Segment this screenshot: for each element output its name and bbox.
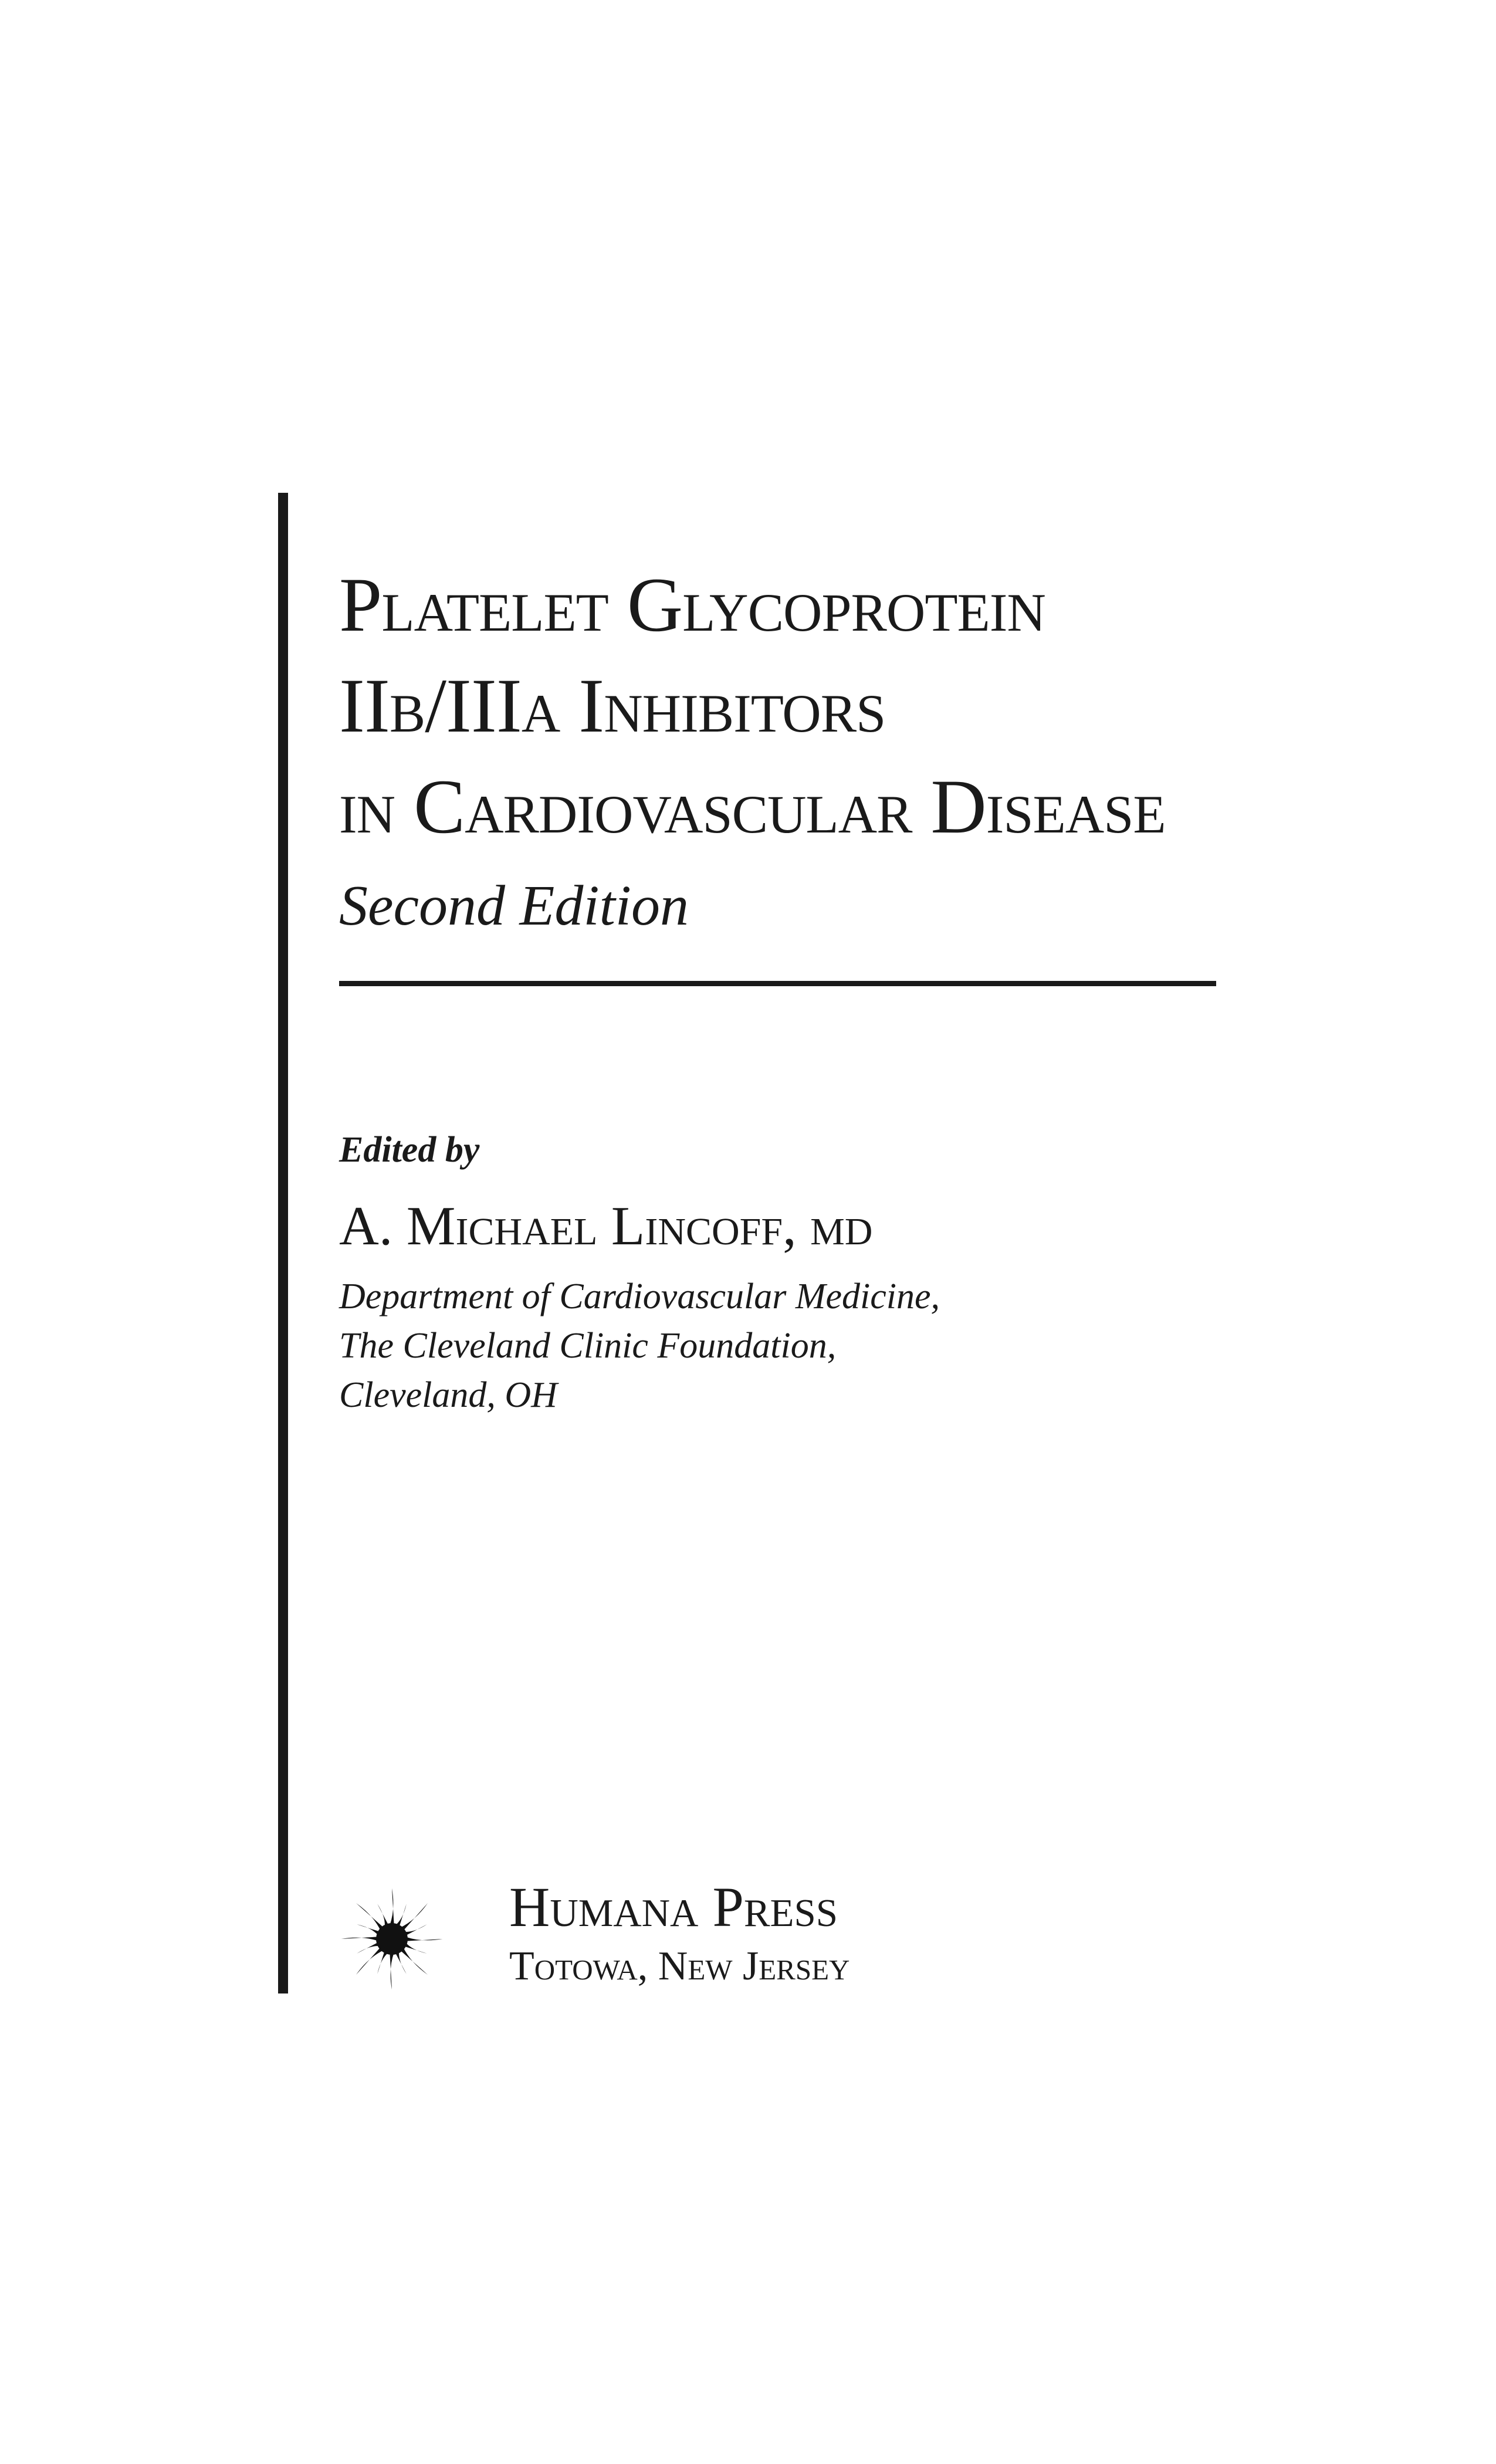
editor-affiliation bbox=[339, 1272, 1278, 1420]
affiliation-line-2: The Cleveland Clinic Foundation, bbox=[339, 1326, 837, 1366]
book-title-line-3: in Cardiovascular Disease bbox=[339, 763, 1166, 849]
sunburst-logo-icon bbox=[339, 1886, 445, 1992]
publisher-block bbox=[339, 1874, 1102, 2009]
editor-block bbox=[339, 1126, 1278, 1420]
edited-by-label: Edited by bbox=[339, 1130, 480, 1170]
publisher-location: Totowa, New Jersey bbox=[509, 1944, 850, 1989]
vertical-rule bbox=[278, 493, 288, 1993]
publisher-name: Humana Press bbox=[509, 1876, 838, 1938]
edition-label: Second Edition bbox=[339, 874, 689, 937]
affiliation-line-3: Cleveland, OH bbox=[339, 1375, 557, 1415]
publisher-text bbox=[509, 1874, 849, 1993]
book-title-block bbox=[339, 554, 1254, 944]
book-title-line-1: Platelet Glycoprotein bbox=[339, 561, 1045, 648]
book-title-line-2: IIb/IIIa Inhibitors bbox=[339, 662, 886, 749]
affiliation-line-1: Department of Cardiovascular Medicine, bbox=[339, 1277, 940, 1316]
editor-name: A. Michael Lincoff, md bbox=[339, 1196, 873, 1257]
horizontal-rule bbox=[339, 981, 1216, 986]
